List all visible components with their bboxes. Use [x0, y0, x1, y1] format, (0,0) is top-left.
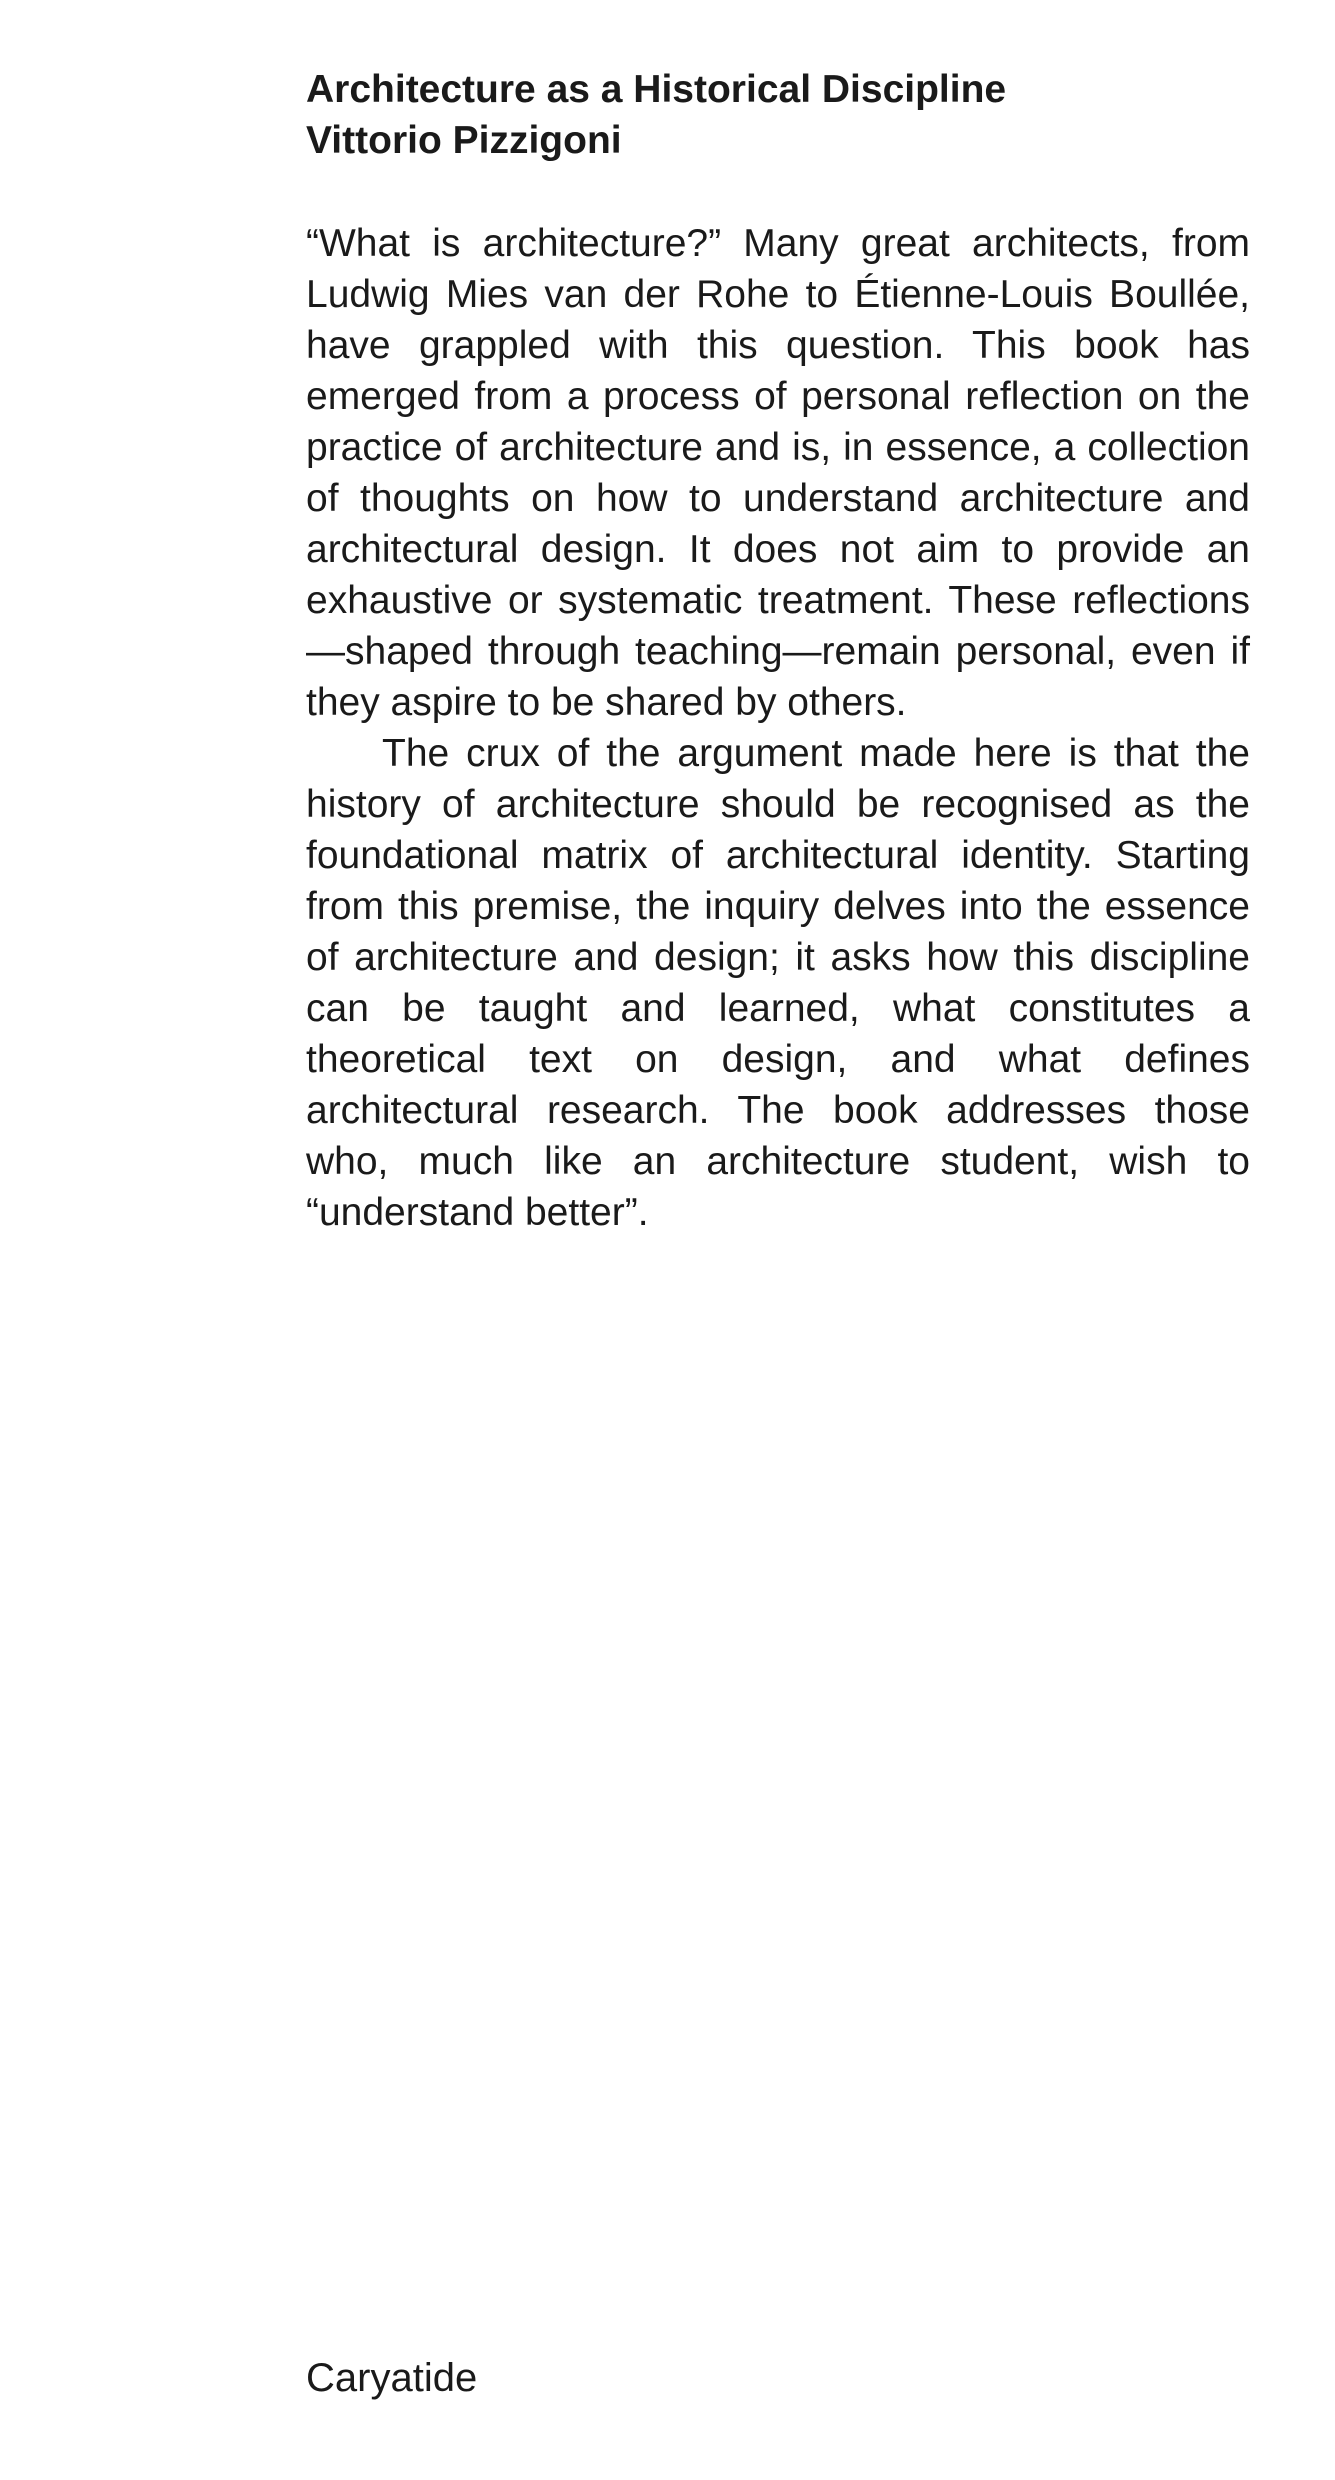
- publisher-name: Caryatide: [306, 2356, 478, 2400]
- blurb: [306, 218, 1250, 1238]
- book-title: Architecture as a Historical Discipline: [306, 68, 1007, 111]
- book-heading: [306, 64, 1250, 166]
- back-cover-content: [306, 64, 1250, 1238]
- blurb-paragraph-2: The crux of the argument made here is that the history of architecture should be recognised as the foundational matrix of architectural identity. Starting from this premise, the inquiry delves into the essence of architecture and design; it asks how this discipline can be taught and learned, what constitutes a theoretical text on design, and what defines architectural research. The book addresses those who, much like an architecture student, wish to “understand better”.: [306, 732, 1250, 1234]
- book-author: Vittorio Pizzigoni: [306, 119, 622, 162]
- blurb-paragraph-1: “What is architecture?” Many great architects, from Ludwig Mies van der Rohe to Étienne-Louis Boullée, have grappled with this question. This book has emerged from a process of personal reflection on the practice of architecture and is, in essence, a collection of thoughts on how to understand architecture and architectural design. It does not aim to provide an exhaustive or systematic treatment. These reflections—shaped through teaching—remain personal, even if they aspire to be shared by others.: [306, 222, 1250, 724]
